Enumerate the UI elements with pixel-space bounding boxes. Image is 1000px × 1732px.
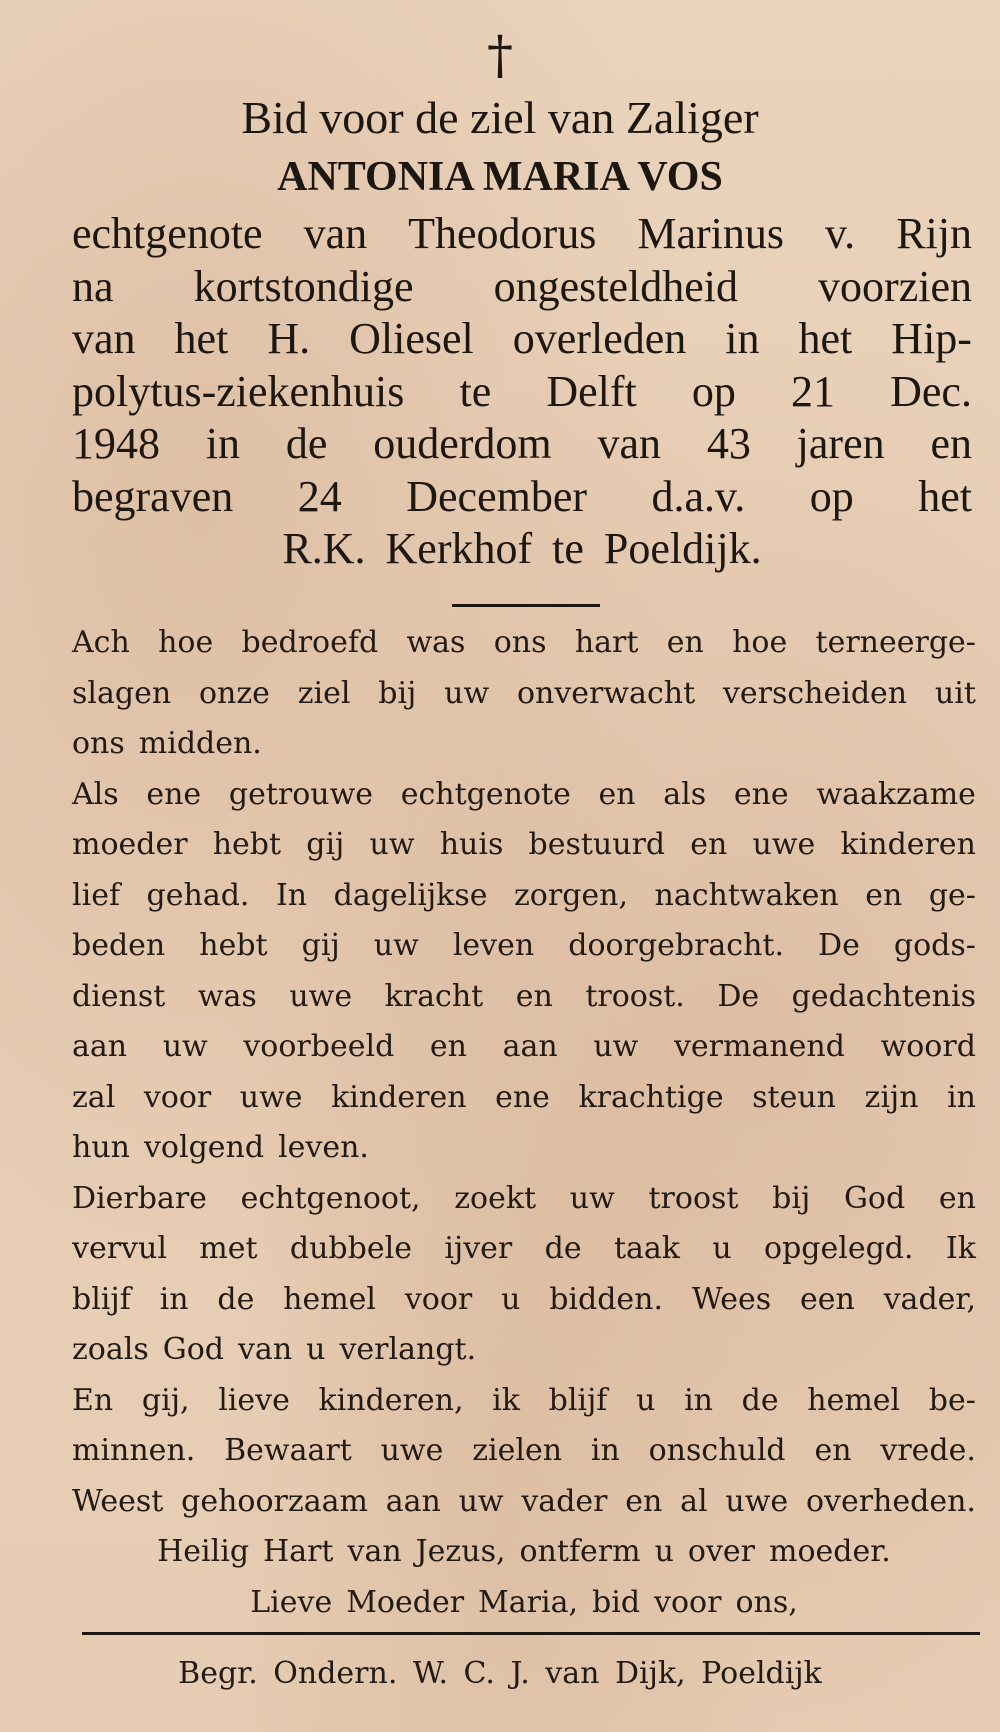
word: echtgenoot, — [240, 1180, 421, 1216]
word: al — [680, 1483, 708, 1519]
word: u — [636, 1382, 656, 1418]
word: H. — [267, 314, 311, 363]
word: voorbeeld — [243, 1029, 395, 1064]
word: u — [712, 1231, 732, 1266]
word: uwe — [725, 1483, 789, 1519]
word: begraven — [72, 471, 234, 521]
word: steun — [752, 1079, 836, 1115]
word: leven — [452, 928, 535, 963]
word: in — [725, 314, 760, 363]
word: bij — [772, 1180, 811, 1216]
word: De — [717, 978, 760, 1014]
word: met — [199, 1231, 258, 1266]
word: lieve — [218, 1382, 290, 1418]
word: leven. — [278, 1130, 369, 1165]
text-line — [72, 313, 972, 366]
word: opgelegd. — [764, 1231, 914, 1266]
word: ge- — [928, 877, 976, 913]
word: bedroefd — [241, 625, 379, 660]
word: als — [663, 776, 707, 812]
word: en — [938, 1180, 976, 1216]
word: uw — [373, 928, 419, 963]
word: moeder — [72, 827, 188, 862]
word: volgend — [143, 1130, 265, 1165]
word: ons, — [735, 1584, 798, 1620]
word: onschuld — [648, 1433, 786, 1468]
word: op — [809, 471, 854, 521]
word: uw — [444, 675, 490, 711]
text-line — [72, 1073, 976, 1124]
word: troost. — [585, 978, 685, 1014]
word: December — [406, 471, 588, 521]
word: vrede. — [880, 1433, 976, 1468]
word: troost — [648, 1180, 739, 1216]
word: en — [598, 776, 636, 812]
word: en — [814, 1433, 852, 1468]
text-line — [72, 618, 976, 669]
word: God — [162, 1332, 224, 1367]
word: beden — [72, 928, 166, 963]
text-line — [72, 1123, 976, 1174]
word: moeder. — [769, 1534, 891, 1569]
word: op — [691, 366, 736, 416]
word: Kerkhof — [385, 524, 533, 573]
word: vervul — [72, 1231, 167, 1266]
word: blijf — [72, 1281, 131, 1317]
word: was — [197, 978, 257, 1014]
divider-long — [82, 1632, 980, 1635]
word: uw — [569, 1180, 615, 1216]
word: gehad. — [146, 877, 250, 913]
word: gedachtenis — [791, 978, 976, 1014]
word: uw — [162, 1029, 208, 1064]
word: ontferm — [519, 1534, 641, 1569]
word: hoe — [732, 625, 788, 660]
word: ene — [495, 1079, 550, 1115]
word: uw — [458, 1483, 504, 1519]
text-line — [72, 1376, 976, 1427]
word: blijf — [548, 1382, 608, 1418]
word: midden. — [138, 726, 262, 761]
word: jaren — [796, 419, 885, 468]
word: en — [515, 978, 553, 1014]
text-line — [72, 418, 972, 471]
word: van — [303, 209, 368, 258]
word: Rijn — [896, 209, 972, 258]
word: ouderdom — [373, 419, 552, 468]
word: dubbele — [289, 1231, 412, 1266]
deceased-name: ANTONIA MARIA VOS — [277, 154, 723, 200]
word: gij, — [141, 1382, 190, 1418]
word: waakzame — [816, 776, 976, 812]
text-line — [72, 770, 976, 821]
word: kortstondige — [193, 261, 414, 311]
word: Hip- — [891, 314, 972, 363]
word: In — [275, 877, 308, 913]
word: vader — [521, 1483, 608, 1519]
word: Heilig — [157, 1534, 250, 1569]
word: En — [72, 1382, 114, 1418]
word: aan — [72, 1029, 128, 1064]
word: en — [666, 625, 704, 660]
word: Dierbare — [72, 1180, 207, 1216]
text-line — [72, 972, 976, 1023]
word: en — [625, 1483, 663, 1519]
text-line — [72, 921, 976, 972]
word: 1948 — [72, 419, 160, 468]
word: onze — [198, 675, 270, 711]
word: uwe — [239, 1079, 303, 1115]
word: Marinus — [637, 209, 784, 258]
word: hart — [574, 625, 639, 660]
word: u — [306, 1332, 326, 1367]
word: gij — [301, 928, 340, 963]
word: uwe — [289, 978, 353, 1014]
word: het — [918, 471, 972, 521]
word: 24 — [297, 471, 342, 521]
cross-icon: † — [487, 26, 513, 86]
word: Ik — [945, 1231, 976, 1266]
word: gij — [306, 827, 345, 862]
word: doorgebracht. — [568, 928, 785, 963]
text-line — [72, 1275, 976, 1326]
word: bidden. — [549, 1281, 664, 1317]
word: Delft — [546, 366, 637, 416]
word: krachtige — [578, 1079, 724, 1115]
word: God — [843, 1180, 906, 1216]
word: uwe — [752, 827, 816, 862]
word: taak — [613, 1231, 680, 1266]
word: hun — [72, 1130, 130, 1165]
word: in — [947, 1079, 976, 1115]
text-line — [72, 1527, 976, 1578]
word: van — [72, 314, 136, 363]
word: woord — [880, 1029, 976, 1064]
word: polytus-ziekenhuis — [72, 366, 405, 416]
word: en — [690, 827, 728, 862]
word: De — [818, 928, 860, 963]
word: Moeder — [346, 1584, 465, 1620]
prayer-text — [72, 618, 976, 1628]
word: voorzien — [818, 261, 972, 311]
text-line — [72, 208, 972, 261]
word: vader, — [883, 1281, 976, 1317]
word: bid — [592, 1584, 641, 1620]
word: be- — [928, 1382, 976, 1418]
word: uw — [593, 1029, 639, 1064]
word: R.K. — [282, 524, 366, 573]
word: Maria, — [478, 1584, 579, 1620]
word: Als — [72, 776, 119, 812]
text-line — [72, 719, 976, 770]
word: verlangt. — [339, 1332, 477, 1367]
word: slagen — [72, 675, 172, 711]
word: aan — [385, 1483, 441, 1519]
word: Bewaart — [224, 1433, 352, 1468]
word: dagelijkse — [333, 877, 488, 913]
text-line — [72, 871, 976, 922]
word: ijver — [444, 1231, 513, 1266]
text-line — [72, 1174, 976, 1225]
word: in — [205, 419, 241, 468]
text-line — [72, 1325, 976, 1376]
word: echtgenote — [72, 209, 263, 258]
word: terneerge- — [815, 625, 976, 660]
word: zal — [72, 1079, 116, 1115]
word: Dec. — [890, 366, 972, 416]
word: in — [684, 1382, 713, 1418]
text-line — [72, 1426, 976, 1477]
word: 21 — [791, 366, 835, 416]
word: kinderen — [331, 1079, 467, 1115]
word: bestuurd — [528, 827, 666, 862]
word: voor — [143, 1079, 212, 1115]
text-line — [72, 820, 976, 871]
word: ons — [72, 726, 125, 761]
word: van — [237, 1332, 293, 1367]
word: de — [217, 1281, 255, 1317]
text-line — [72, 366, 972, 419]
word: zorgen, — [514, 877, 629, 913]
word: in — [159, 1281, 189, 1317]
word: over — [687, 1534, 756, 1569]
word: Hart — [263, 1534, 334, 1569]
word: onverwacht — [516, 675, 696, 711]
intro-paragraph — [72, 208, 972, 576]
word: lief — [72, 877, 121, 913]
text-line — [72, 261, 972, 314]
word: de — [544, 1231, 582, 1266]
word: u — [654, 1534, 674, 1569]
word: in — [590, 1433, 620, 1468]
word: zoekt — [454, 1180, 537, 1216]
word: van — [597, 419, 662, 468]
text-line — [72, 669, 976, 720]
word: zijn — [864, 1079, 919, 1115]
word: overleden — [512, 314, 687, 363]
word: ongesteldheid — [493, 261, 738, 311]
word: kinderen, — [318, 1382, 464, 1418]
word: kinderen — [840, 827, 976, 862]
word: hoe — [158, 625, 214, 660]
word: ene — [146, 776, 202, 812]
text-line — [72, 1022, 976, 1073]
word: 43 — [706, 419, 751, 468]
word: uit — [934, 675, 976, 711]
word: nachtwaken — [654, 877, 839, 913]
text-line — [72, 1224, 976, 1275]
word: vermanend — [673, 1029, 845, 1064]
text-line — [72, 471, 972, 524]
word: Lieve — [250, 1584, 333, 1620]
word: na — [72, 261, 114, 311]
word: uwe — [380, 1433, 444, 1468]
text-line — [72, 1578, 976, 1629]
word: hemel — [807, 1382, 901, 1418]
word: ik — [492, 1382, 520, 1418]
word: zoals — [72, 1332, 149, 1367]
word: overheden. — [805, 1483, 976, 1519]
word: zielen — [472, 1433, 563, 1468]
word: ziel — [297, 675, 351, 711]
word: Theodorus — [408, 209, 597, 258]
word: verscheiden — [722, 675, 908, 711]
word: Weest — [72, 1483, 164, 1519]
word: en — [429, 1029, 467, 1064]
word: Poeldijk. — [603, 524, 762, 573]
word: uw — [369, 827, 415, 862]
word: Ach — [72, 625, 130, 660]
word: hemel — [283, 1281, 377, 1317]
word: Jezus, — [415, 1534, 506, 1569]
word: de — [741, 1382, 779, 1418]
word: gehoorzaam — [181, 1483, 368, 1519]
word: van — [347, 1534, 402, 1569]
word: echtgenote — [400, 776, 571, 812]
word: het — [798, 314, 853, 363]
word: bij — [378, 675, 417, 711]
word: dienst — [72, 978, 166, 1014]
word: Oliesel — [349, 314, 474, 363]
word: voor — [404, 1281, 473, 1317]
word: hebt — [212, 827, 282, 862]
word: een — [799, 1281, 855, 1317]
word: u — [501, 1281, 521, 1317]
word: huis — [439, 827, 504, 862]
card-heading: Bid voor de ziel van Zaliger — [241, 92, 759, 143]
text-line — [72, 523, 972, 576]
word: kracht — [384, 978, 484, 1014]
word: ene — [733, 776, 789, 812]
text-line — [72, 1477, 976, 1528]
word: voor — [654, 1584, 722, 1620]
word: te — [552, 524, 584, 573]
word: het — [174, 314, 229, 363]
word: hebt — [199, 928, 268, 963]
word: minnen. — [72, 1433, 196, 1468]
word: aan — [502, 1029, 558, 1064]
word: gods- — [893, 928, 976, 963]
word: te — [459, 366, 492, 416]
word: ons — [493, 625, 547, 660]
word: de — [285, 419, 328, 468]
word: Wees — [691, 1281, 772, 1317]
word: en — [930, 419, 972, 468]
undertaker-imprint: Begr. Ondern. W. C. J. van Dijk, Poeldijk — [178, 1656, 822, 1691]
word: v. — [825, 209, 856, 258]
divider-short — [452, 604, 600, 607]
word: getrouwe — [228, 776, 374, 812]
word: d.a.v. — [651, 471, 746, 521]
word: en — [865, 877, 903, 913]
word: was — [406, 625, 466, 660]
